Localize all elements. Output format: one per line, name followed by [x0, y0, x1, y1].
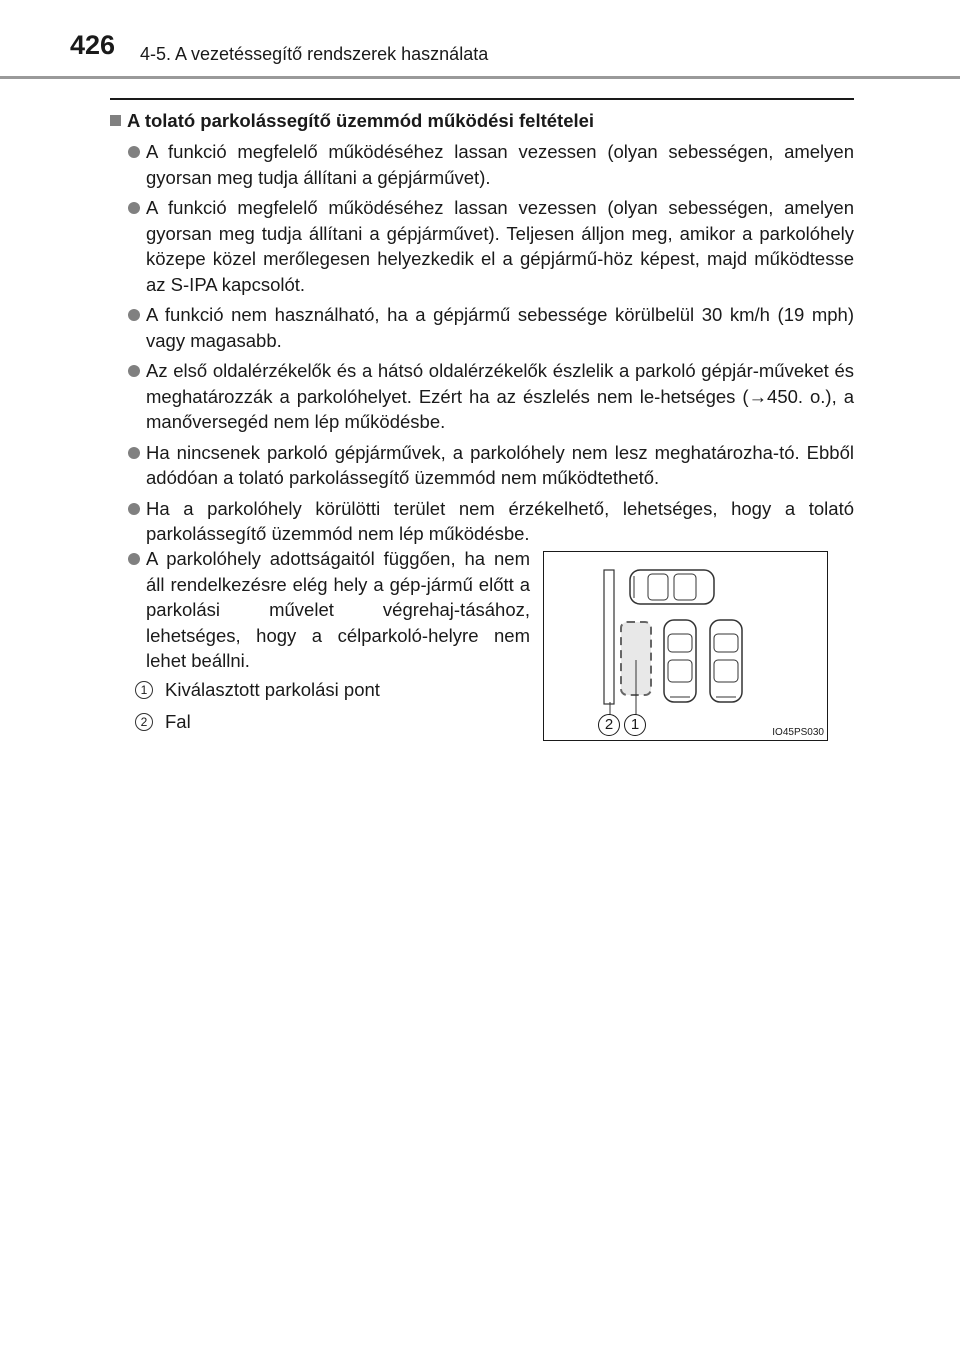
bullet-dot-icon	[128, 146, 140, 158]
list-item	[126, 195, 854, 297]
list-item	[126, 496, 854, 547]
car-right	[710, 620, 742, 702]
wall-shape	[604, 570, 614, 704]
page-header	[0, 0, 960, 80]
bullet-list	[126, 139, 854, 552]
list-item-text: Ha nincsenek parkoló gépjárművek, a parkolóhely nem lesz meghatározha-tó. Ebből adódóan a tolató parkolássegítő üzemmód nem működtethető.	[146, 441, 854, 488]
list-item-text: A funkció nem használható, ha a gépjármű sebessége körülbelül 30 km/h (19 mph) vagy magasabb.	[146, 304, 854, 351]
figure-legend	[135, 678, 380, 742]
legend-number: 2	[135, 713, 153, 731]
legend-label: Fal	[165, 711, 191, 732]
legend-item	[135, 678, 380, 710]
figure-bullet-block	[126, 546, 530, 674]
section-heading	[110, 110, 594, 132]
list-item	[126, 546, 530, 674]
list-item-text: Ha a parkolóhely körülötti terület nem érzékelhető, lehetséges, hogy a tolató parkolássegítő üzemmód nem lép működésbe.	[146, 497, 854, 544]
square-bullet-icon	[110, 115, 121, 126]
list-item	[126, 440, 854, 491]
bullet-dot-icon	[128, 202, 140, 214]
car-middle	[664, 620, 696, 702]
bullet-dot-icon	[128, 503, 140, 515]
list-item-text: Az első oldalérzékelők és a hátsó oldalérzékelők észlelik a parkoló gépjár-műveket és meghatározzák a parkolóhelyet. Ezért ha az észlelés nem le-hetséges (→450. o.), a manőversegéd nem lép működésbe.	[146, 360, 854, 432]
car-top	[630, 570, 714, 604]
section-heading-text: A tolató parkolássegítő üzemmód működési feltételei	[127, 110, 595, 131]
legend-label: Kiválasztott parkolási pont	[165, 679, 380, 700]
section-divider	[110, 98, 854, 100]
list-item-text: A parkolóhely adottságaitól függően, ha nem áll rendelkezésre elég hely a gép-jármű előtt a parkolási művelet végrehaj-tásához, lehetséges, hogy a célparkoló-helyre nem lehet beállni.	[146, 548, 530, 671]
legend-number: 1	[135, 681, 153, 699]
list-item	[126, 139, 854, 190]
parking-illustration	[544, 552, 827, 740]
callout-2: 2	[598, 714, 620, 736]
bullet-dot-icon	[128, 447, 140, 459]
list-item-text: A funkció megfelelő működéséhez lassan vezessen (olyan sebességen, amelyen gyorsan meg tudja állítani a gépjárművet). Teljesen álljon meg, amikor a parkolóhely közepe közel merőlegesen helyezkedik el a gépjármű-höz képest, majd működtesse az S-IPA kapcsolót.	[146, 197, 854, 295]
parking-figure	[543, 551, 828, 741]
figure-code: IO45PS030	[772, 727, 824, 738]
bullet-dot-icon	[128, 553, 140, 565]
bullet-dot-icon	[128, 365, 140, 377]
list-item	[126, 302, 854, 353]
chapter-title: 4-5. A vezetéssegítő rendszerek használata	[140, 44, 489, 64]
list-item-text: A funkció megfelelő működéséhez lassan vezessen (olyan sebességen, amelyen gyorsan meg tudja állítani a gépjárművet).	[146, 141, 854, 188]
page-number: 426	[70, 30, 116, 60]
list-item	[126, 358, 854, 435]
header-divider	[0, 76, 960, 79]
legend-item	[135, 710, 380, 742]
callout-1: 1	[624, 714, 646, 736]
bullet-dot-icon	[128, 309, 140, 321]
